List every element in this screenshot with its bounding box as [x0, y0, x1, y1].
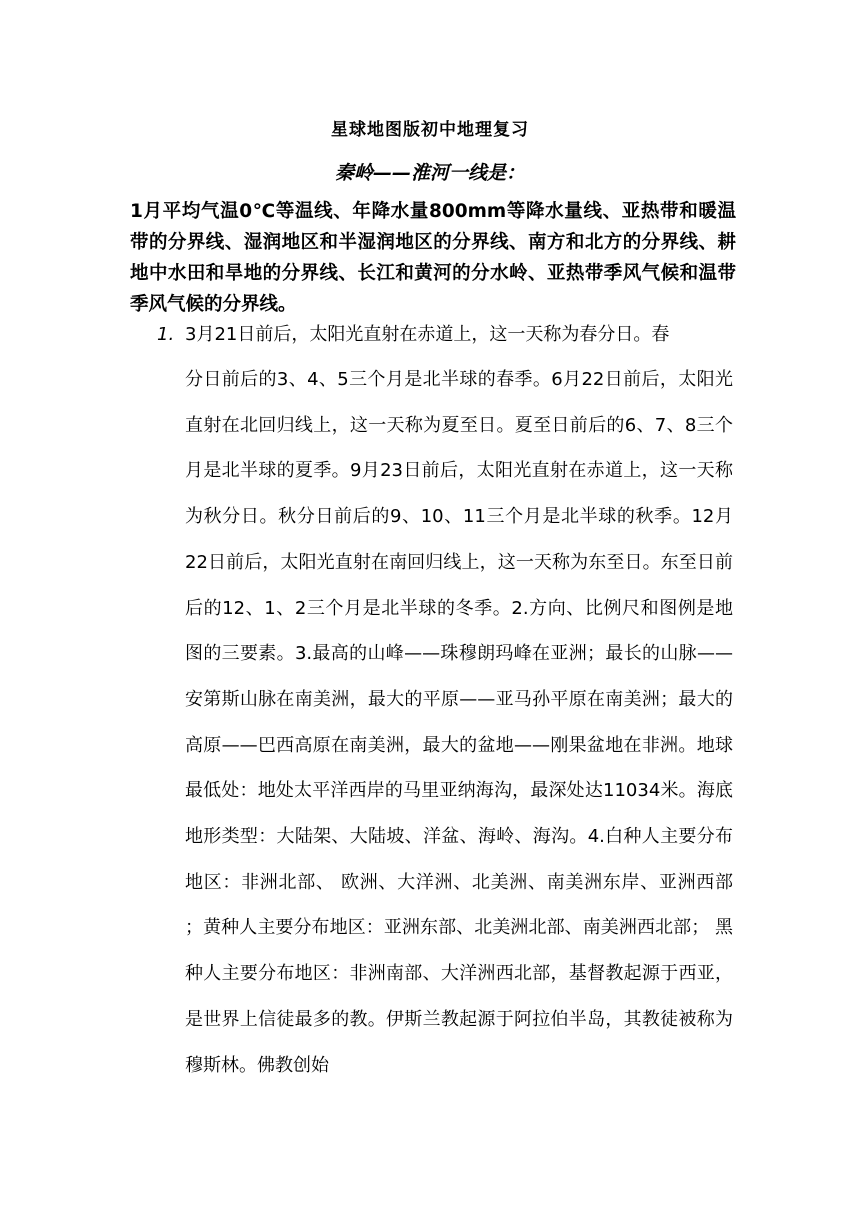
body-paragraph: 分日前后的3、4、5三个月是北半球的春季。6月22日前后，太阳光直射在北回归线上，这一天称为夏至日。夏至日前后的6、7、8三个月是北半球的夏季。9月23日前后，太阳光直射在赤道上，这一天称为秋分日。秋分日前后的9、10、11三个月是北半球的秋季。12月22日前后，太阳光直射在南回归线上，这一天称为东至日。东至日前后的12、1、2三个月是北半球的冬季。2.方向、比例尺和图例是地图的三要素。3.最高的山峰——珠穆朗玛峰在亚洲；最长的山脉——安第斯山脉在南美洲，最大的平原——亚马孙平原在南美洲；最大的高原——巴西高原在南美洲，最大的盆地——刚果盆地在非洲。地球最低处：地处太平洋西岸的马里亚纳海沟，最深处达11034米。海底地形类型：大陆架、大陆坡、洋盆、海岭、海沟。4.白种人主要分布地区：非洲北部、 欧洲、大洋洲、北美洲、南美洲东岸、亚洲西部 ；黄种人主要分布地区：亚洲东部、北美洲北部、南美洲西北部； 黑种人主要分布地区：非洲南部、大洋洲西北部，基督教起源于西亚，是世界上信徒最多的教。伊斯兰教起源于阿拉伯半岛，其教徒被称为穆斯林。佛教创始 — [185, 369, 733, 1076]
body-first-line-text: 3月21日前后，太阳光直射在赤道上，这一天称为春分日。春 — [185, 324, 670, 345]
section-heading: 秦岭——淮河一线是： — [334, 162, 525, 184]
document-title: 星球地图版初中地理复习 — [331, 120, 529, 140]
list-number: 1. — [157, 324, 175, 345]
body-first-line — [185, 318, 733, 357]
summary-paragraph: 1月平均气温0℃等温线、年降水量800mm等降水量线、亚热带和暖温带的分界线、湿润地区和半湿润地区的分界线、南方和北方的分界线、耕地中水田和旱地的分界线、长江和黄河的分水岭、亚热带季风气候和温带季风气候的分界线。 — [130, 201, 736, 315]
